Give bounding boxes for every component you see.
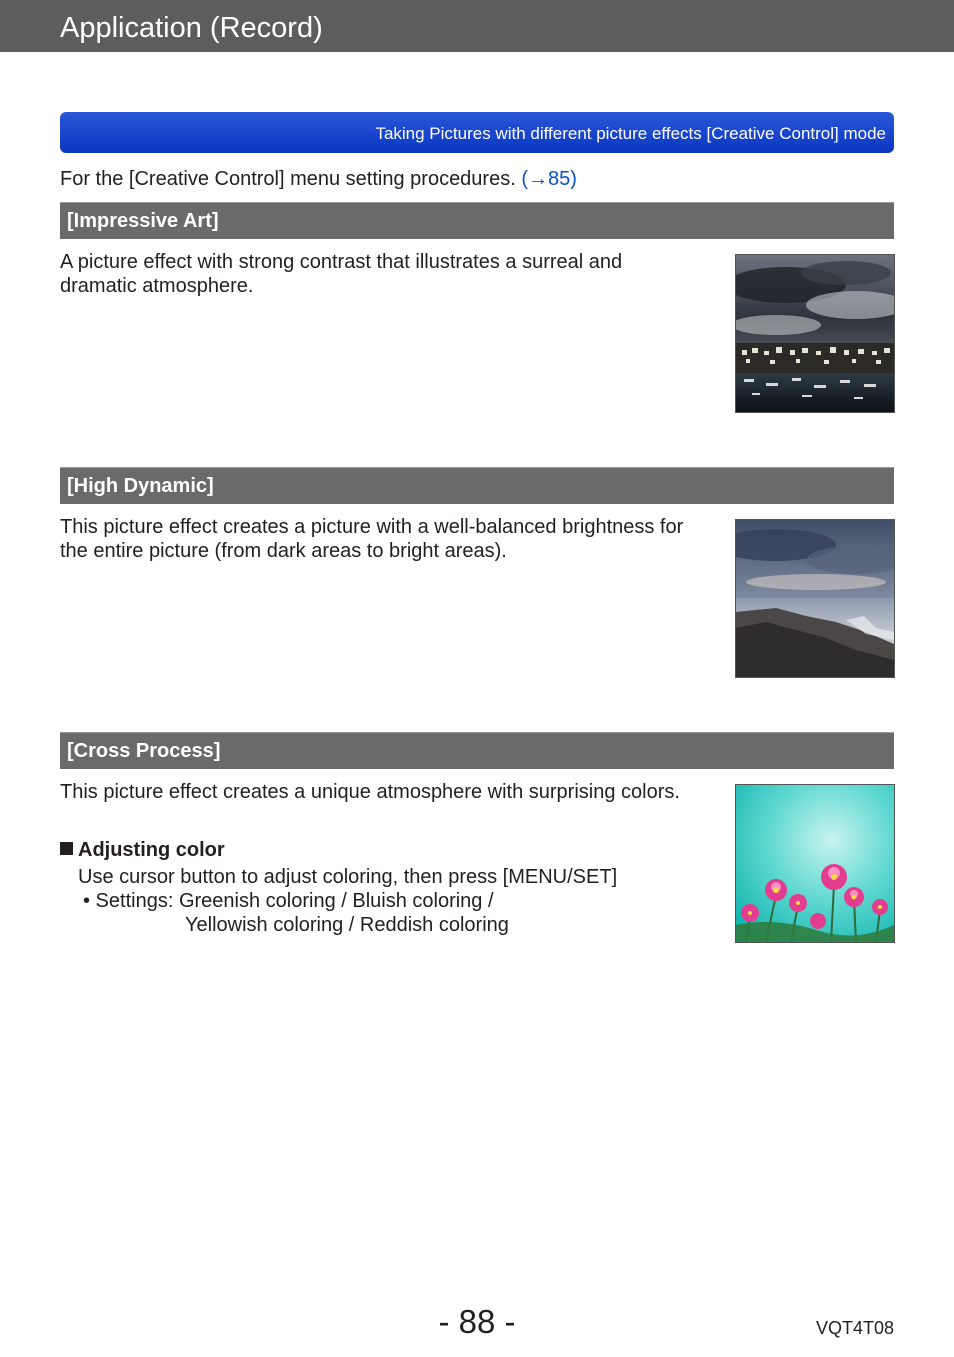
settings-options-1: Greenish coloring / Bluish coloring /: [178, 890, 494, 912]
adjusting-color-label: Adjusting color: [78, 839, 225, 861]
section-description: This picture effect creates a picture with a well-balanced brightness for the entire picture (from dark areas to bright areas).: [60, 516, 684, 562]
intro-label: For the [Creative Control] menu setting procedures.: [60, 168, 522, 190]
page-title: Application (Record): [60, 12, 323, 44]
section-heading-label: [Cross Process]: [67, 740, 221, 762]
high-dynamic-sample-photo: [735, 519, 895, 678]
adjusting-color-instruction: Use cursor button to adjust coloring, then press [MENU/SET]: [78, 866, 618, 888]
impressive-art-sample-photo: [735, 254, 895, 413]
square-bullet-icon: [60, 842, 73, 855]
section-heading-label: [Impressive Art]: [67, 210, 219, 232]
settings-label: • Settings:: [83, 890, 179, 912]
page-reference-link[interactable]: (→85): [521, 168, 577, 190]
section-heading-high-dynamic: [60, 467, 894, 504]
breadcrumb: Taking Pictures with different picture effects [Creative Control] mode: [375, 124, 886, 143]
cross-process-sample-photo: [735, 784, 895, 943]
section-heading-impressive-art: [60, 202, 894, 239]
header-bar: [0, 0, 954, 52]
adjusting-color-heading: [60, 838, 225, 862]
section-description: A picture effect with strong contrast that illustrates a surreal and dramatic atmosphere.: [60, 251, 623, 297]
section-heading-cross-process: [60, 732, 894, 769]
breadcrumb-bar: [60, 112, 894, 153]
page-number: - 88 -: [438, 1303, 516, 1340]
intro-text: [60, 167, 577, 191]
document-code: VQT4T08: [815, 1318, 894, 1338]
section-heading-label: [High Dynamic]: [67, 475, 214, 497]
settings-options-2: Yellowish coloring / Reddish coloring: [185, 914, 509, 936]
settings-line: [83, 889, 494, 913]
section-description: This picture effect creates a unique atmosphere with surprising colors.: [60, 781, 680, 803]
